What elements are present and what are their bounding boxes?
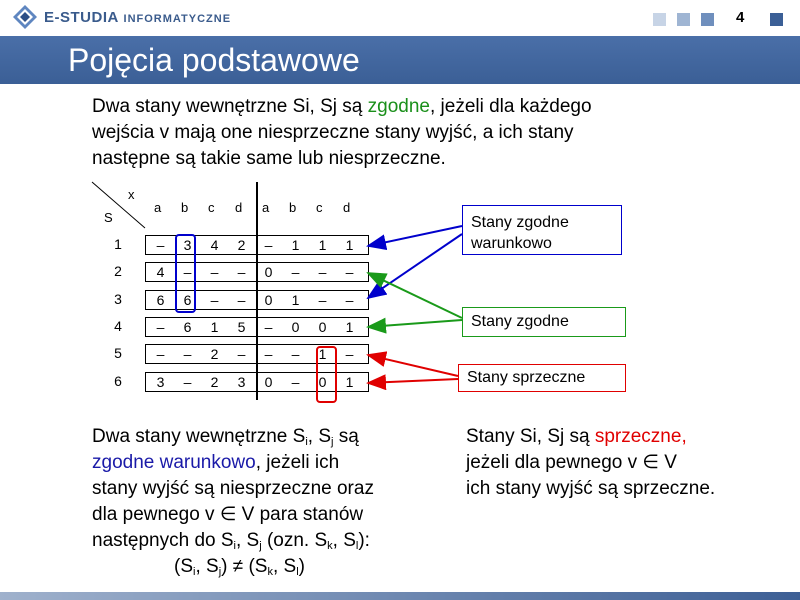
row-label: 5 [114,345,122,361]
callout-conditional: Stany zgodne warunkowo [462,205,622,255]
table-cell: 1 [345,237,354,253]
table-cell: 1 [291,237,300,253]
page-title: Pojęcia podstawowe [68,42,360,78]
table-cell: 0 [291,319,300,335]
table-cell: – [210,264,219,280]
table-cell: 0 [264,292,273,308]
def-left-line-1: Dwa stany wewnętrzne $S_i$, $S_j$ są [92,426,359,448]
table-cell: 3 [156,374,165,390]
column-header: d [343,200,351,215]
table-cell: – [264,237,273,253]
table-cell: – [237,346,246,362]
arrow-compatible-2 [368,320,462,327]
table-cell: – [345,264,354,280]
column-header: a [154,200,162,215]
page-number: 4 [736,9,745,26]
table-cell: – [183,374,192,390]
row-label: 3 [114,291,122,307]
table-cell: – [237,264,246,280]
row-label: 6 [114,373,122,389]
brand-main: E-STUDIA [44,9,119,26]
definition-conditional [92,424,374,580]
table-cell: – [291,374,300,390]
table-cell: 0 [318,319,327,335]
table-cell: – [183,346,192,362]
highlight-compatible: zgodne [367,96,430,117]
table-cell: – [345,346,354,362]
highlight-conditional: zgodne warunkowo [92,452,256,473]
table-cell: – [264,346,273,362]
table-cell: 3 [183,237,192,253]
def-right-line-2: jeżeli dla pewnego v ∈ V [466,452,677,473]
table-cell: – [291,346,300,362]
table-cell: 1 [318,346,327,362]
corner-x-label: x [128,187,135,202]
table-cell: 3 [237,374,246,390]
intro-line-2: wejścia v mają one niesprzeczne stany wyjść, a ich stany [92,122,574,143]
arrow-conflicting-1 [368,355,458,376]
column-header: b [181,200,189,215]
brand-sub: INFORMATYCZNE [123,13,232,25]
table-cell: – [156,319,165,335]
table-cell: 1 [345,319,354,335]
table-cell: 6 [183,292,192,308]
table-cell: 0 [264,264,273,280]
table-cell: – [318,292,327,308]
table-cell: 4 [156,264,165,280]
def-left-line-5: następnych do $S_i$, $S_j$ (ozn. $S_k$, $S_l$): [92,530,370,552]
corner-s-label: S [104,210,113,225]
column-header: c [208,200,215,215]
table-cell: – [156,237,165,253]
table-cell: 2 [210,346,219,362]
table-cell: – [345,292,354,308]
table-cell: 5 [237,319,246,335]
table-cell: – [183,264,192,280]
table-cell: 6 [183,319,192,335]
highlight-conflicting: sprzeczne, [594,426,687,447]
row-label: 4 [114,318,122,334]
table-cell: 0 [264,374,273,390]
def-left-line-6: ($S_i$, $S_j) \ne (S_k$, $S_l$) [174,556,305,578]
table-cell: 2 [210,374,219,390]
table-cell: 6 [156,292,165,308]
table-cell: 1 [291,292,300,308]
row-label: 2 [114,263,122,279]
table-cell: – [291,264,300,280]
column-header: a [262,200,270,215]
highlight-box-conditional [176,235,195,312]
highlight-box-conflicting [317,347,336,402]
table-cell: – [264,319,273,335]
def-right-line-3: ich stany wyjść są sprzeczne. [466,478,716,499]
column-header: d [235,200,243,215]
row-label: 1 [114,236,122,252]
column-header: b [289,200,297,215]
table-cell: – [156,346,165,362]
bottom-bar [0,592,800,600]
table-cell: 0 [318,374,327,390]
table-cell: – [318,264,327,280]
arrow-conflicting-2 [368,379,458,383]
def-right-line-1: Stany Si, Sj są sprzeczne, [466,426,687,447]
def-left-line-2: zgodne warunkowo, jeżeli ich [92,452,340,473]
table-cell: – [237,292,246,308]
intro-line-3: następne są takie same lub niesprzeczne. [92,148,446,169]
table-cell: 4 [210,237,219,253]
def-left-line-3: stany wyjść są niesprzeczne oraz [92,478,374,499]
table-cell: – [210,292,219,308]
table-cell: 1 [210,319,219,335]
callout-conflicting: Stany sprzeczne [458,364,626,392]
table-cell: 1 [345,374,354,390]
intro-line-1: Dwa stany wewnętrzne Si, Sj są zgodne, jeżeli dla każdego [92,96,592,117]
arrow-compatible-1 [368,273,462,318]
table-cell: 2 [237,237,246,253]
callout-compatible: Stany zgodne [462,307,626,337]
definition-conflicting [466,424,715,502]
column-header: c [316,200,323,215]
def-left-line-4: dla pewnego v ∈ V para stanów [92,504,364,525]
table-cell: 1 [318,237,327,253]
